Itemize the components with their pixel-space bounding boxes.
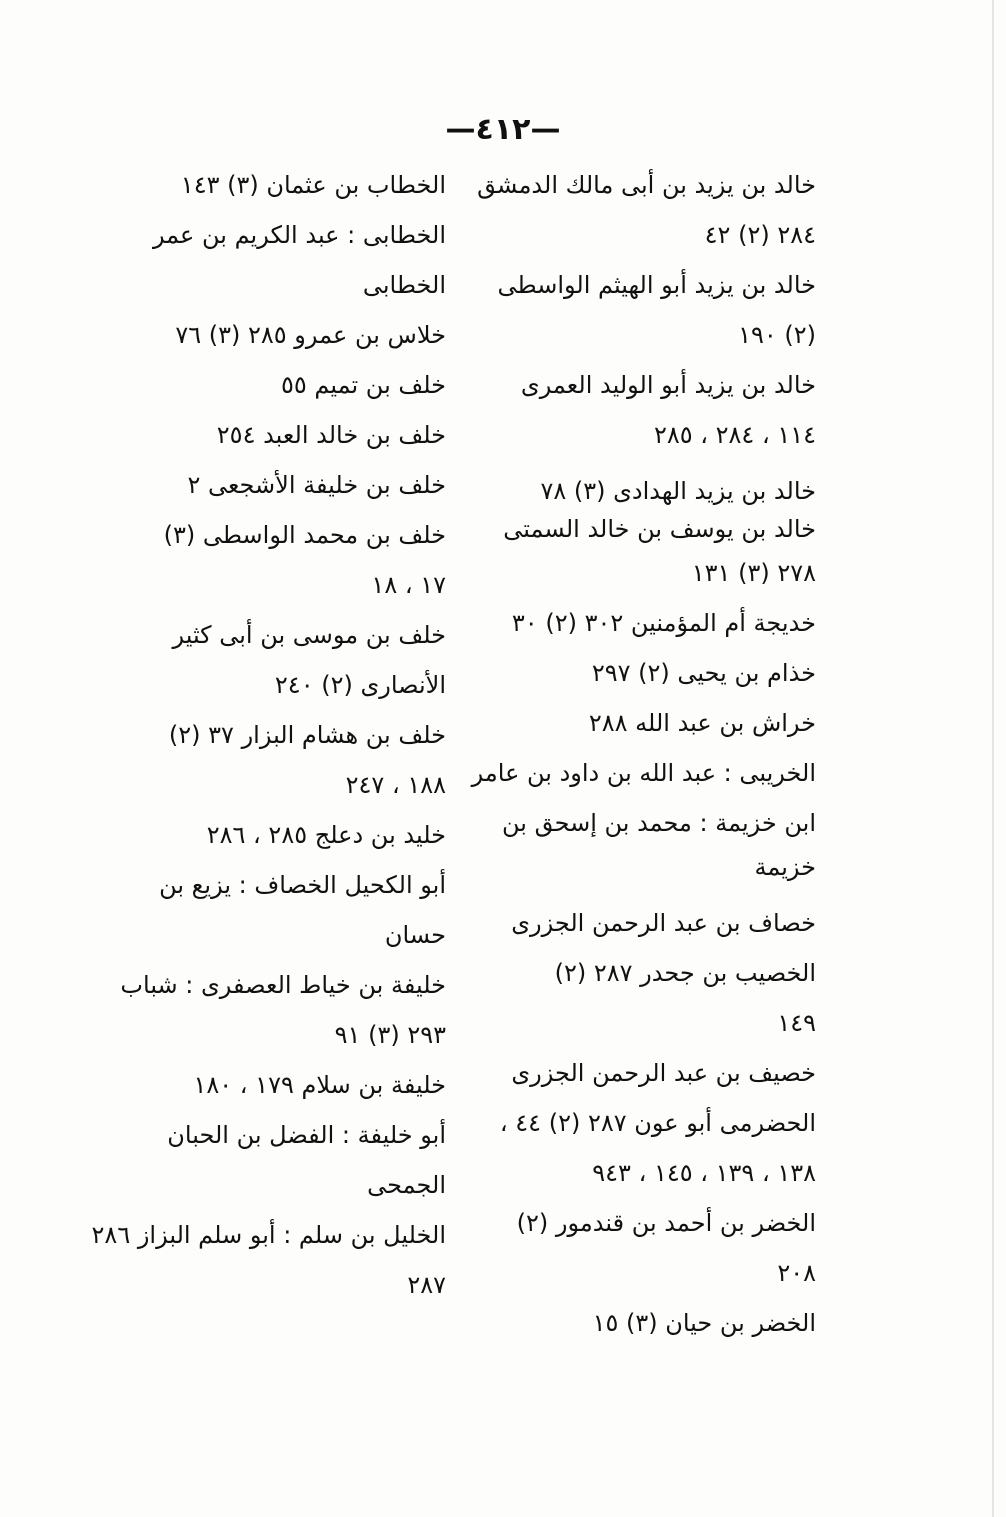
- index-entry: الخصيب بن جحدر ٢٨٧ (٢): [554, 959, 816, 987]
- index-entry: خليد بن دعلج ٢٨٥ ، ٢٨٦: [206, 821, 446, 849]
- index-entry: خليفة بن خياط العصفرى : شباب: [120, 971, 446, 999]
- index-entry: خراش بن عبد الله ٢٨٨: [588, 709, 816, 737]
- index-column-left: [91, 160, 446, 1310]
- index-entry: خالد بن يزيد أبو الهيثم الواسطى: [497, 271, 816, 299]
- index-entry: ١٣٨ ، ١٣٩ ، ١٤٥ ، ٩٤٣: [592, 1159, 816, 1187]
- index-entry: خلف بن تميم ٥٥: [280, 371, 446, 399]
- index-entry: الخريبى : عبد الله بن داود بن عامر: [471, 759, 816, 787]
- index-entry: ١٤٩: [777, 1009, 816, 1037]
- index-entry: خالد بن يزيد الهدادى (٣) ٧٨: [540, 477, 816, 505]
- index-entry: ١١٤ ، ٢٨٤ ، ٢٨٥: [653, 421, 816, 449]
- index-entry: ٢٧٨ (٣) ١٣١: [691, 559, 816, 587]
- index-entry: خذام بن يحيى (٢) ٢٩٧: [591, 659, 816, 687]
- index-entry: خلف بن محمد الواسطى (٣): [163, 521, 446, 549]
- index-entry: خليفة بن سلام ١٧٩ ، ١٨٠: [193, 1071, 446, 1099]
- index-entry: أبو خليفة : الفضل بن الحبان: [167, 1121, 446, 1149]
- index-entry: خلف بن خليفة الأشجعى ٢: [187, 471, 446, 499]
- index-entry: ١٧ ، ١٨: [371, 571, 446, 599]
- index-column-right: [471, 160, 816, 1348]
- index-entry: ابن خزيمة : محمد بن إسحق بن: [502, 809, 816, 837]
- index-entry: خلف بن خالد العبد ٢٥٤: [216, 421, 446, 449]
- index-entry: ٢٠٨: [777, 1259, 816, 1287]
- index-entry: (٢) ١٩٠: [738, 321, 816, 349]
- index-entry: الخضر بن أحمد بن قندمور (٢): [516, 1209, 816, 1237]
- index-entry: خصيف بن عبد الرحمن الجزرى: [511, 1059, 816, 1087]
- index-entry: خديجة أم المؤمنين ٣٠٢ (٢) ٣٠: [511, 609, 816, 637]
- index-entry: خالد بن يزيد أبو الوليد العمرى: [520, 371, 816, 399]
- index-entry: خزيمة: [754, 853, 816, 881]
- index-entry: الأنصارى (٢) ٢٤٠: [274, 671, 446, 699]
- index-entry: الخليل بن سلم : أبو سلم البزاز ٢٨٦: [91, 1221, 446, 1249]
- index-entry: خالد بن يوسف بن خالد السمتى: [503, 515, 816, 543]
- index-entry: الخطابى: [362, 271, 446, 299]
- index-entry: خصاف بن عبد الرحمن الجزرى: [511, 909, 816, 937]
- index-entry: خلف بن هشام البزار ٣٧ (٢): [168, 721, 446, 749]
- index-entry: الجمحى: [367, 1171, 446, 1199]
- page-edge-rule: [992, 0, 994, 1517]
- index-entry: الخضر بن حيان (٣) ١٥: [592, 1309, 816, 1337]
- index-entry: خلف بن موسى بن أبى كثير: [172, 621, 446, 649]
- page-number: —٤١٢—: [445, 112, 561, 147]
- index-entry: ٢٨٧: [407, 1271, 446, 1299]
- index-entry: خالد بن يزيد بن أبى مالك الدمشق: [477, 171, 816, 199]
- index-entry: ٢٨٤ (٢) ٤٢: [704, 221, 816, 249]
- index-entry: الخطاب بن عثمان (٣) ١٤٣: [180, 171, 446, 199]
- index-entry: خلاس بن عمرو ٢٨٥ (٣) ٧٦: [175, 321, 446, 349]
- index-entry: ١٨٨ ، ٢٤٧: [345, 771, 446, 799]
- index-entry: حسان: [384, 921, 446, 949]
- index-entry: الخطابى : عبد الكريم بن عمر: [152, 221, 446, 249]
- index-entry: ٢٩٣ (٣) ٩١: [334, 1021, 446, 1049]
- index-entry: أبو الكحيل الخصاف : يزيع بن: [159, 871, 446, 899]
- index-entry: الحضرمى أبو عون ٢٨٧ (٢) ٤٤ ،: [499, 1109, 816, 1137]
